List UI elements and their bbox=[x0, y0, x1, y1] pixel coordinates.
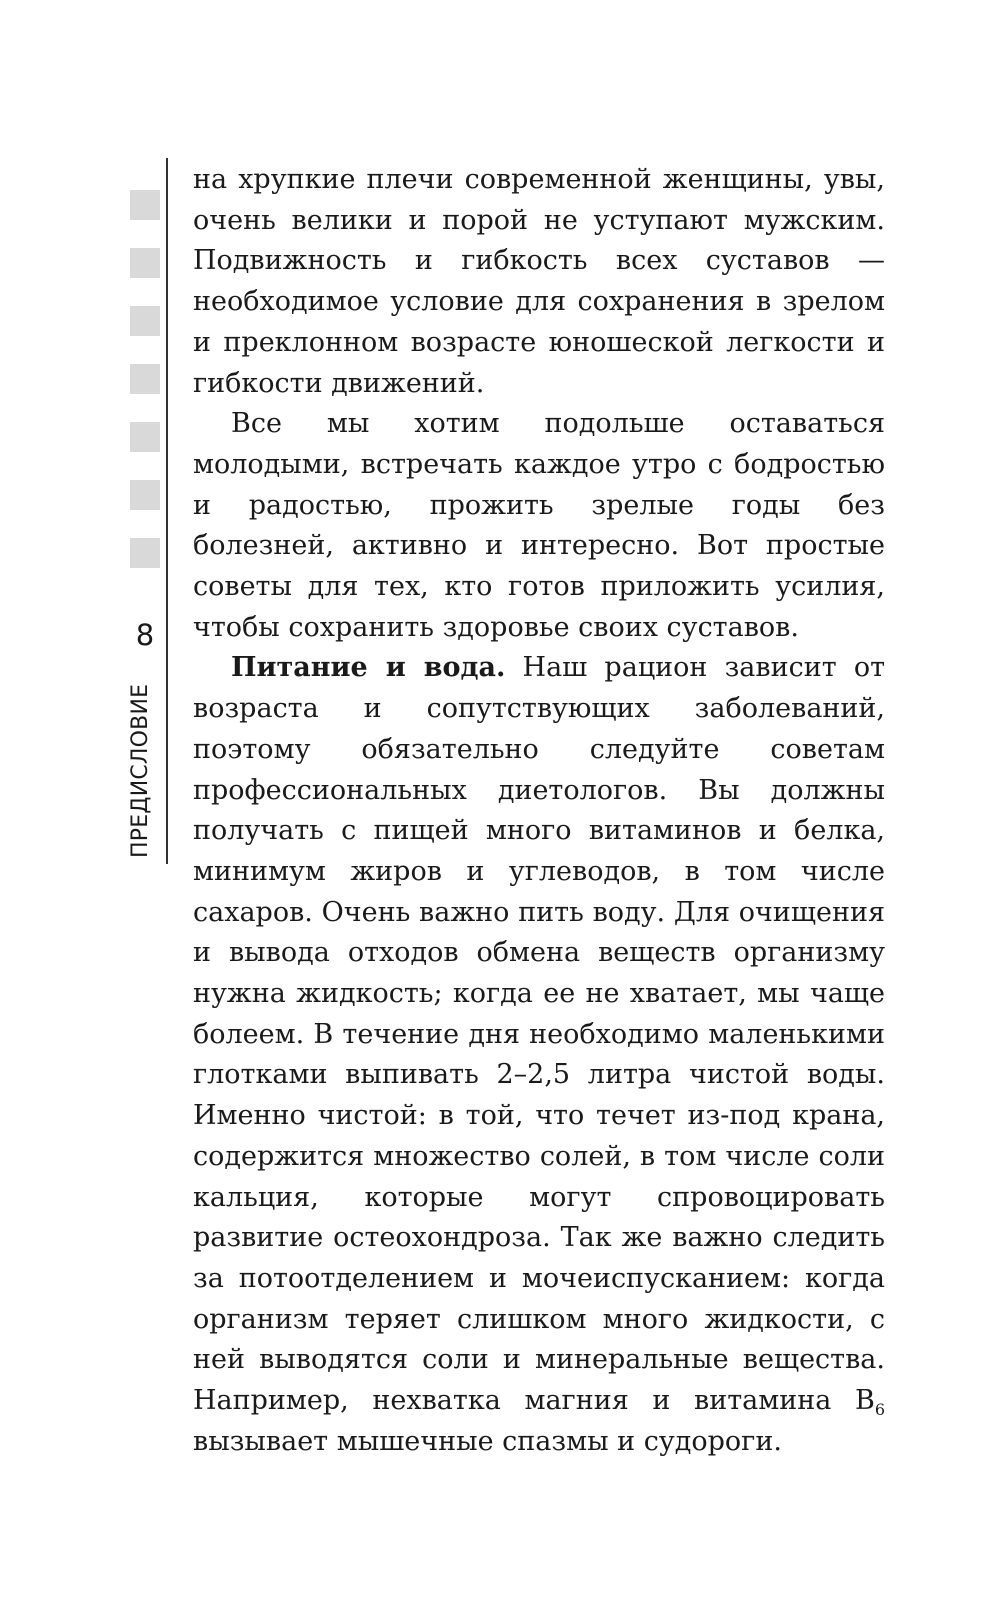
body-text bbox=[193, 160, 885, 1463]
margin-square bbox=[130, 422, 160, 452]
margin-square bbox=[130, 364, 160, 394]
paragraph-text: Наш рацион зависит от возраста и сопутствующих заболеваний, поэтому обязательно следуйте советам профессиональных диетологов. Вы должны получать с пищей много витаминов и белка, минимум жиров и углеводов, в том числе сахаров. Очень важно пить воду. Для очищения и вывода отходов обмена веществ организму нужна жидкость; когда ее не хватает, мы чаще болеем. В течение дня необходимо маленькими глотками выпивать 2–2,5 литра чистой воды. Именно чистой: в той, что течет из-под крана, содержится множество солей, в том числе соли кальция, которые могут спровоцировать развитие остеохондроза. Так же важно следить за потоотделением и мочеиспусканием: когда организм теряет слишком много жидкости, с ней выводятся соли и минеральные вещества. Например, нехватка магния и витамина В bbox=[193, 652, 886, 1417]
paragraph-text-end: вызывает мышечные спазмы и судороги. bbox=[193, 1425, 782, 1457]
running-section-title: ПРЕДИСЛОВИЕ bbox=[128, 683, 153, 858]
subscript: 6 bbox=[874, 1400, 885, 1420]
page-number: 8 bbox=[135, 618, 155, 652]
margin-square bbox=[130, 190, 160, 220]
margin-square bbox=[130, 538, 160, 568]
margin-square bbox=[130, 306, 160, 336]
margin-square bbox=[130, 248, 160, 278]
paragraph-heading: Питание и вода. bbox=[231, 652, 506, 684]
paragraph: Все мы хотим подольше оставаться молодыми, встречать каждое утро с бодростью и радостью, прожить зрелые годы без болезней, активно и интересно. Вот простые советы для тех, кто готов приложить усилия, чтобы сохранить здоровье своих суставов. bbox=[193, 408, 885, 643]
paragraph-nutrition bbox=[193, 648, 885, 1462]
margin-decoration bbox=[130, 190, 162, 596]
paragraph-continuation: на хрупкие плечи современной женщины, увы, очень велики и порой не уступают мужским. Подвижность и гибкость всех суставов — необходимое условие для сохранения в зрелом и преклонном возрасте юношеской легкости и гибкости движений. bbox=[193, 164, 885, 399]
margin-square bbox=[130, 480, 160, 510]
margin-rule bbox=[166, 158, 168, 864]
